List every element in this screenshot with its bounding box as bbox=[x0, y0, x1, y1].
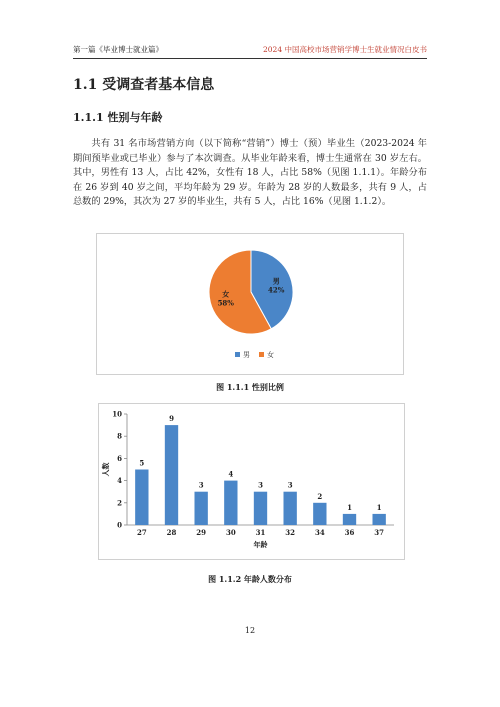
y-tick-label: 2 bbox=[117, 498, 122, 508]
legend-label-女: 女 bbox=[267, 351, 274, 359]
header-divider bbox=[73, 58, 427, 59]
bar-value-label: 1 bbox=[347, 502, 352, 512]
bar-age-32 bbox=[283, 492, 296, 525]
bar-value-label: 3 bbox=[258, 480, 263, 490]
bar-age-28 bbox=[165, 425, 178, 525]
bar-age-29 bbox=[194, 492, 207, 525]
y-tick-label: 8 bbox=[117, 431, 122, 441]
bar-value-label: 1 bbox=[376, 502, 382, 512]
bar-age-31 bbox=[254, 492, 267, 525]
x-tick-label: 32 bbox=[285, 528, 296, 537]
x-tick-label: 34 bbox=[314, 528, 325, 537]
x-tick-label: 37 bbox=[374, 528, 385, 537]
x-tick-label: 31 bbox=[255, 528, 266, 537]
page-number: 12 bbox=[244, 626, 256, 635]
bar-age-27 bbox=[135, 470, 148, 526]
age-bar-svg bbox=[99, 404, 404, 559]
x-tick-label: 29 bbox=[196, 528, 207, 537]
x-tick-label: 28 bbox=[166, 528, 177, 537]
pie-slice-label: 男 42% bbox=[268, 276, 285, 295]
y-tick-label: 4 bbox=[117, 476, 122, 486]
x-tick-label: 27 bbox=[136, 528, 147, 537]
bar-age-37 bbox=[372, 514, 385, 525]
bar-value-label: 3 bbox=[198, 480, 204, 490]
subsection-title: 1.1.1 性别与年龄 bbox=[73, 111, 163, 124]
header-left-text: 第一篇《毕业博士就业篇》 bbox=[73, 45, 163, 54]
section-title: 1.1 受调查者基本信息 bbox=[73, 77, 215, 93]
y-tick-label: 10 bbox=[112, 409, 122, 419]
bar-value-label: 5 bbox=[139, 458, 145, 468]
legend-label-男: 男 bbox=[243, 351, 250, 359]
page-header bbox=[73, 44, 427, 55]
bar-age-36 bbox=[343, 514, 356, 525]
body-paragraph: 共有 31 名市场营销方向（以下简称“营销”）博士（预）毕业生（2023-2024 年期间预毕业或已毕业）参与了本次调查。从毕业年龄来看，博士生通常在 30 岁左右。其中，男性有 13 人，占比 42%，女性有 18 人，占比 58%（见图 1.1.1）。年龄分布在 26 岁到 40 岁之间，平均年龄为 29 岁。年龄为 28 岁的人数最多，共有 9 人，占总数的 29%，其次为 27 岁的毕业生，共有 5 人，占比 16%（见图 1.1.2）。 bbox=[73, 138, 427, 207]
bar-age-34 bbox=[313, 503, 326, 525]
pie-slice-label: 女 58% bbox=[217, 289, 234, 308]
bar-value-label: 4 bbox=[228, 469, 234, 479]
y-axis-title: 人数 bbox=[101, 462, 110, 477]
bar-value-label: 3 bbox=[287, 480, 293, 490]
gender-pie-chart bbox=[96, 233, 404, 375]
gender-pie-svg bbox=[97, 234, 403, 374]
legend-swatch-女 bbox=[259, 352, 264, 357]
x-tick-label: 30 bbox=[225, 528, 236, 537]
bar-age-30 bbox=[224, 481, 237, 525]
x-tick-label: 36 bbox=[344, 528, 355, 537]
figure1-caption: 图 1.1.1 性别比例 bbox=[216, 382, 284, 392]
figure2-caption: 图 1.1.2 年龄人数分布 bbox=[208, 574, 292, 584]
age-bar-chart bbox=[98, 403, 405, 560]
y-tick-label: 0 bbox=[117, 520, 122, 530]
x-axis-title: 年龄 bbox=[253, 540, 268, 549]
header-right-text: 2024 中国高校市场营销学博士生就业情况白皮书 bbox=[263, 45, 427, 54]
legend-swatch-男 bbox=[235, 352, 240, 357]
y-tick-label: 6 bbox=[117, 453, 122, 463]
bar-value-label: 2 bbox=[317, 491, 323, 501]
bar-value-label: 9 bbox=[169, 414, 174, 424]
